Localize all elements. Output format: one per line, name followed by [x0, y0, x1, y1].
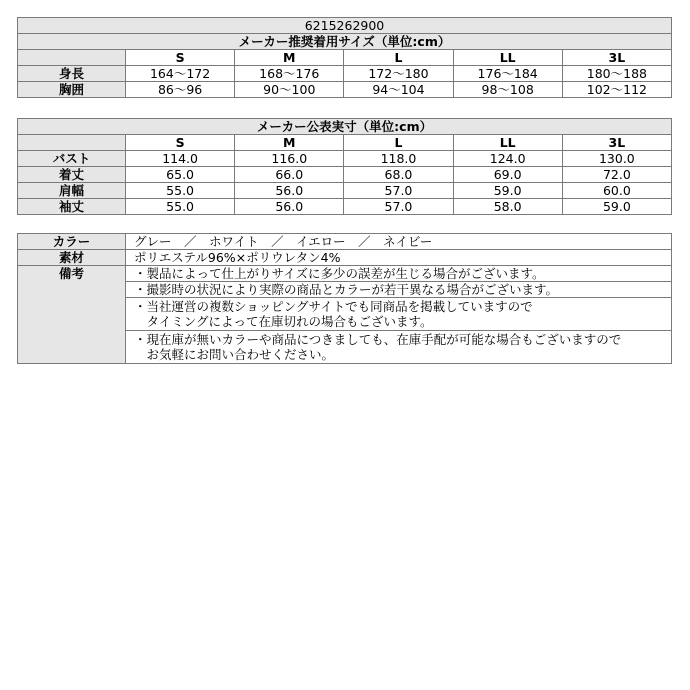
size-header: M — [235, 50, 344, 66]
table-cell: 114.0 — [126, 151, 235, 167]
table-cell: 130.0 — [562, 151, 671, 167]
table-row — [18, 167, 672, 183]
table-cell: 86～96 — [126, 82, 235, 98]
size-header: L — [344, 50, 453, 66]
row-label: 袖丈 — [18, 199, 126, 215]
product-code: 6215262900 — [18, 18, 672, 34]
size-header: LL — [453, 50, 562, 66]
corner-cell — [18, 50, 126, 66]
table-cell: 98～108 — [453, 82, 562, 98]
note-item: ・撮影時の状況により実際の商品とカラーが若干異なる場合がございます。 — [126, 282, 672, 298]
table-cell: 172～180 — [344, 66, 453, 82]
table-cell: 116.0 — [235, 151, 344, 167]
row-label: バスト — [18, 151, 126, 167]
table-cell: 60.0 — [562, 183, 671, 199]
measured-size-table — [17, 118, 672, 215]
info-row-material — [18, 250, 672, 266]
corner-cell — [18, 135, 126, 151]
note-item: ・製品によって仕上がりサイズに多少の誤差が生じる場合がございます。 — [126, 266, 672, 282]
size-header: 3L — [562, 135, 671, 151]
size-header: S — [126, 135, 235, 151]
note-item — [126, 331, 672, 364]
note-line: ・現在庫が無いカラーや商品につきましても、在庫手配が可能な場合もございますので — [134, 332, 622, 347]
table-cell: 102～112 — [562, 82, 671, 98]
note-item — [126, 298, 672, 331]
table-cell: 168～176 — [235, 66, 344, 82]
size-header: S — [126, 50, 235, 66]
table-cell: 55.0 — [126, 183, 235, 199]
table-cell: 90～100 — [235, 82, 344, 98]
material-value: ポリエステル96%×ポリウレタン4% — [126, 250, 672, 266]
product-info-table — [17, 233, 672, 364]
row-label: 肩幅 — [18, 183, 126, 199]
size-header: 3L — [562, 50, 671, 66]
table-cell: 57.0 — [344, 199, 453, 215]
table-row — [18, 183, 672, 199]
color-value: グレー ／ ホワイト ／ イエロー ／ ネイビー — [126, 234, 672, 250]
table-cell: 68.0 — [344, 167, 453, 183]
size-header: LL — [453, 135, 562, 151]
table-cell: 69.0 — [453, 167, 562, 183]
table-cell: 180～188 — [562, 66, 671, 82]
table-cell: 94～104 — [344, 82, 453, 98]
recommended-size-table — [17, 17, 672, 98]
table-cell: 56.0 — [235, 199, 344, 215]
table-cell: 59.0 — [453, 183, 562, 199]
note-line: ・当社運営の複数ショッピングサイトでも同商品を掲載していますので — [134, 299, 533, 314]
row-label: 身長 — [18, 66, 126, 82]
table-cell: 176～184 — [453, 66, 562, 82]
material-label: 素材 — [18, 250, 126, 266]
table-cell: 72.0 — [562, 167, 671, 183]
recommended-table-title: メーカー推奨着用サイズ（単位:cm） — [18, 34, 672, 50]
table-row — [18, 151, 672, 167]
note-line: お気軽にお問い合わせください。 — [134, 347, 335, 362]
row-label: 着丈 — [18, 167, 126, 183]
table-cell: 56.0 — [235, 183, 344, 199]
table-cell: 58.0 — [453, 199, 562, 215]
info-row-color — [18, 234, 672, 250]
table-cell: 65.0 — [126, 167, 235, 183]
info-row-notes — [18, 266, 672, 282]
note-line: タイミングによって在庫切れの場合もございます。 — [134, 314, 433, 329]
table-cell: 59.0 — [562, 199, 671, 215]
table-cell: 124.0 — [453, 151, 562, 167]
notes-label: 備考 — [18, 266, 126, 364]
color-label: カラー — [18, 234, 126, 250]
table-cell: 55.0 — [126, 199, 235, 215]
table-cell: 164～172 — [126, 66, 235, 82]
size-header: L — [344, 135, 453, 151]
row-label: 胸囲 — [18, 82, 126, 98]
table-cell: 57.0 — [344, 183, 453, 199]
table-row — [18, 66, 672, 82]
measured-table-title: メーカー公表実寸（単位:cm） — [18, 119, 672, 135]
table-cell: 66.0 — [235, 167, 344, 183]
table-cell: 118.0 — [344, 151, 453, 167]
table-row — [18, 82, 672, 98]
table-row — [18, 199, 672, 215]
size-header: M — [235, 135, 344, 151]
